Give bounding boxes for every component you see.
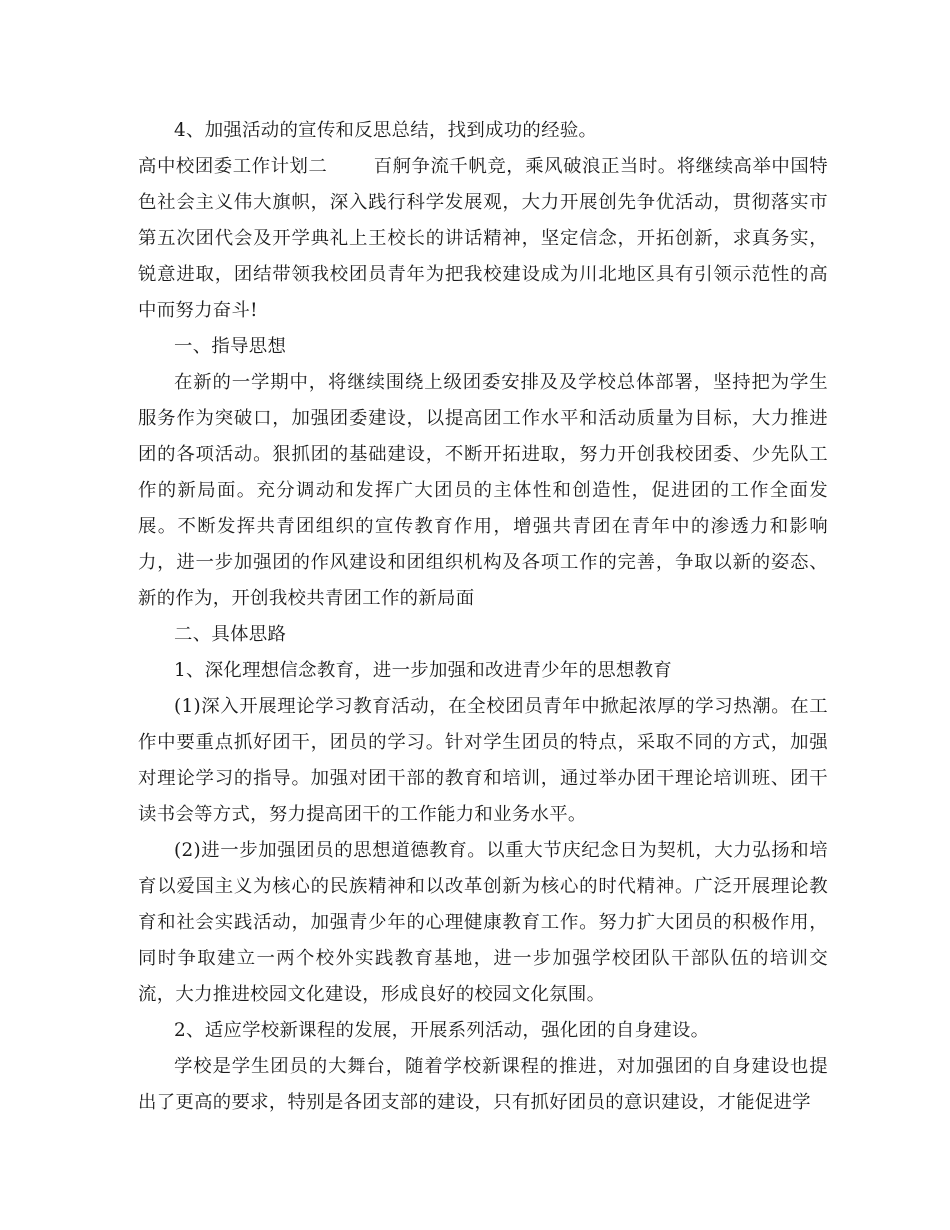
paragraph-plan-two-intro: [138, 149, 828, 329]
paragraph-activity-summary: 4、加强活动的宣传和反思总结，找到成功的经验。: [174, 120, 598, 141]
document-page: [138, 113, 828, 1121]
paragraph-theory-study: (1)深入开展理论学习教育活动，在全校团员青年中掀起浓厚的学习热潮。在工作中要重点抓好团干，团员的学习。针对学生团员的特点，采取不同的方式，加强对理论学习的指导。加强对团干部的教育和培训，通过举办团干理论培训班、团干读书会等方式，努力提高团干的工作能力和业务水平。: [138, 696, 828, 825]
paragraph-moral-education: (2)进一步加强团员的思想道德教育。以重大节庆纪念日为契机，大力弘扬和培育以爱国主义为核心的民族精神和以改革创新为核心的时代精神。广泛开展理论教育和社会实践活动，加强青少年的心理健康教育工作。努力扩大团员的积极作用，同时争取建立一两个校外实践教育基地，进一步加强学校团队干部队伍的培训交流，大力推进校园文化建设，形成良好的校园文化氛围。: [138, 840, 828, 1005]
subheading-new-curriculum: 2、适应学校新课程的发展，开展系列活动，强化团的自身建设。: [174, 1020, 710, 1041]
subheading-ideal-belief-education: 1、深化理想信念教育，进一步加强和改进青少年的思想教育: [174, 660, 672, 681]
intro-text: 百舸争流千帆竞，乘风破浪正当时。将继续高举中国特色社会主义伟大旗帜，深入践行科学发展观，大力开展创先争优活动，贯彻落实市第五次团代会及开学典礼上王校长的讲话精神，坚定信念，开拓创新，求真务实，锐意进取，团结带领我校团员青年为把我校建设成为川北地区具有引领示范性的高中而努力奋斗!: [138, 156, 828, 321]
paragraph-school-stage: 学校是学生团员的大舞台，随着学校新课程的推进，对加强团的自身建设也提出了更高的要求，特别是各团支部的建设，只有抓好团员的意识建设，才能促进学: [138, 1056, 828, 1113]
paragraph-guiding-ideology: 在新的一学期中，将继续围绕上级团委安排及及学校总体部署，坚持把为学生服务作为突破口，加强团委建设，以提高团工作水平和活动质量为目标，大力推进团的各项活动。狠抓团的基础建设，不断开拓进取，努力开创我校团委、少先队工作的新局面。充分调动和发挥广大团员的主体性和创造性，促进团的工作全面发展。不断发挥共青团组织的宣传教育作用，增强共青团在青年中的渗透力和影响力，进一步加强团的作风建设和团组织机构及各项工作的完善，争取以新的姿态、新的作为，开创我校共青团工作的新局面: [138, 372, 828, 609]
heading-specific-ideas: 二、具体思路: [174, 624, 287, 645]
heading-guiding-ideology: 一、指导思想: [174, 336, 287, 357]
section-title: 高中校团委工作计划二: [138, 156, 328, 177]
